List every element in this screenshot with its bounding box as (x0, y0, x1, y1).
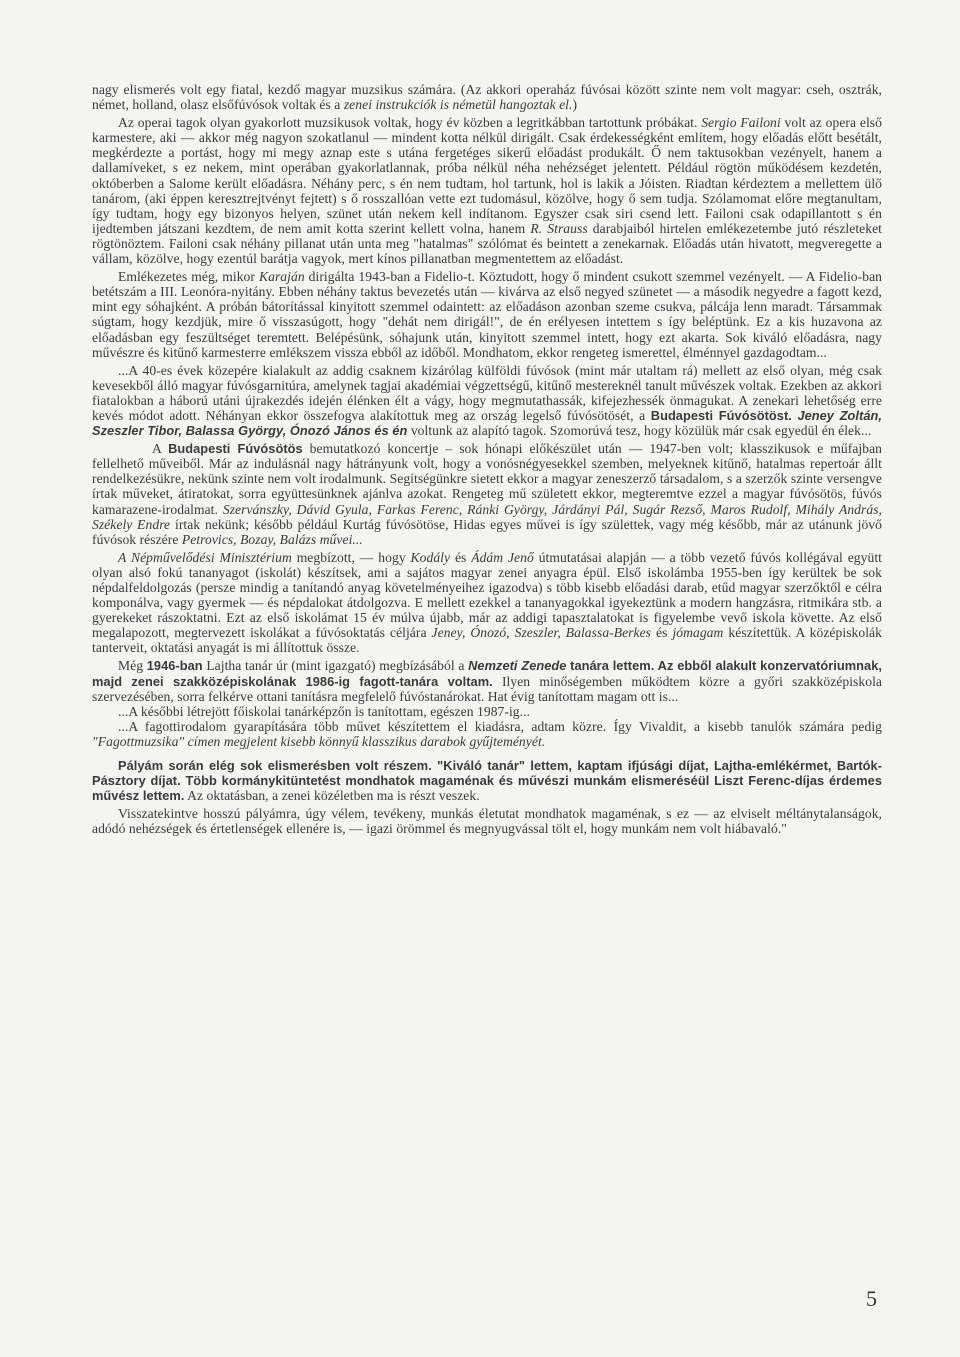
paragraph (92, 363, 882, 438)
text-run: ) (572, 97, 578, 113)
italic-text: "Fagottmuzsika" címen megjelent kisebb könnyű klasszikus darabok gyűjteményét. (92, 733, 546, 749)
text-run: ...A 40-es évek közepére kialakult az addig csaknem kizárólag külföldi fúvósok (mint már utaltam rá) mellett az első olyan, még csak kevesekből álló magyar fúvósgarnitúra, amelynek tagjai akadémiai végzettségű, kitűnő mestereknél tanult művészek voltak. Ezekben az akkori fiatalokban a háború utáni újrakezdés idején élénken élt a vágy, hogy megmutathassák, kifejezhessék önmagukat. A zenekari lehetőség erre kevés módot adott. Néhányan ekkor összefogva alakítottuk meg az ország legelső fúvósötösét, a (92, 362, 882, 423)
text-run: Még (118, 658, 147, 674)
italic-text: Karaján (259, 269, 305, 285)
paragraph (92, 269, 882, 360)
text-run: A (152, 441, 169, 457)
italic-text: R. Strauss (530, 220, 588, 236)
text-run: bemutatkozó koncertje – sok hónapi előkészület után — 1947-ben volt; klasszikusok e műfajban fellelhető műveiből. Már az indulásnál nagy hátrányunk volt, hogy a vonósnégyesekkel szemben, melyeknek kitűnő, hatalmas repertoár állt rendelkezésükre, nekünk szinte nem volt irodalmunk. Segítségünkre sietett ekkor a magyar zeneszerző társadalom, s a szerzők szinte versengve írtak műveket, átiratokat, sorra együttesünknek ajánlva azokat. Rengeteg mű született ekkor, megteremtve ezzel a magyar fúvósötös, fúvós kamarazene-irodalmat. (92, 441, 883, 517)
paragraph (92, 704, 882, 719)
text-run: Az operai tagok olyan gyakorlott muzsikusok voltak, hogy év közben a legritkábban tartottunk próbákat. (118, 115, 702, 131)
emphasized-text: Budapesti Fúvósötös (168, 441, 303, 457)
paragraph (92, 441, 882, 547)
emphasized-text: 1946-ban (146, 658, 203, 674)
text-run: Az oktatásban, a zenei közéletben ma is részt veszek. (184, 788, 480, 804)
paragraph (92, 719, 882, 749)
text-run: Ilyen minőségemben működtem közre a győri szakközépiskola szervezésében, sorra felkérve ottani tanításra megfelelő fúvóstanárokat. Hat évig tanítottam magam ott is... (92, 673, 883, 704)
text-run: darabjaiból hirtelen emlékezetembe jutó részleteket rögtönöztem. Failoni csak néhány pillanat után unta meg "hatalmas" szólómat és beintett a zenekarnak. Előadás után hivatott, megveregette a vállam, közölve, hogy ezentúl barátja vagyok, mert kínos pillanatban megmentettem az előadást. (92, 220, 882, 267)
italic-text: Petrovics, Bozay, Balázs művei... (181, 531, 363, 547)
italic-text: jómagam (672, 625, 724, 641)
emphasized-text: Budapesti Fúvósötöst. (650, 407, 792, 423)
italic-text: Kodály (410, 549, 451, 565)
text-run: Visszatekintve hosszú pályámra, úgy vélem, tevékeny, munkás életutat mondhatok magaménak, s ez — az elviselt méltánytalanságok, adódó nehézségek és értetlenségek ellenére is, — igazi örömmel és megnyugvással tölt el, hogy munkám nem volt hiábavaló." (92, 806, 882, 837)
italic-text: Ádám Jenő (471, 549, 534, 565)
text-run: voltunk az alapító tagok. Szomorúvá tesz, hogy közülük már csak egyedül én élek... (407, 423, 872, 439)
article-body (92, 82, 882, 837)
text-run: Emlékezetes még, mikor (118, 269, 259, 285)
text-run: nagy elismerés volt egy fiatal, kezdő magyar muzsikus számára. (Az akkori operaház fúvósai között szinte nem volt magyar: cseh, osztrák, német, holland, olasz elsőfúvósok voltak és a (92, 82, 882, 113)
text-run: és (450, 549, 472, 565)
italic-text: zenei instrukciók is németül hangoztak el. (343, 97, 573, 113)
paragraph (92, 550, 882, 656)
text-run: ...A későbbi létrejött főiskolai tanárképzőn is tanítottam, egészen 1987-ig... (118, 703, 530, 719)
text-run: írtak nekünk; később például Kurtág fúvósötöse, Hidas egyes művei is így születtek, vagy még később, már az utánunk jövő fúvósok részére (92, 516, 883, 547)
emphasized-text: Pályám során elég sok elismerésben volt részem. "Kiváló tanár" lettem, kaptam ifjúsági díjat, Lajtha-emlékérmet, Bartók-Pásztory díjat. Több kormánykitüntetést mondhatok magaménak és művészi munkám elismeréséül Liszt Ferenc-díjas érdemes művész lettem. (92, 758, 882, 804)
emphasized-text: tanára lettem. Az ebből alakult konzervatóriumnak, majd zenei szakközépiskolának 1986-ig fagott-tanára voltam. (92, 658, 882, 689)
paragraph (92, 82, 882, 112)
italic-text: Jeney, Ónozó, Szeszler, Balassa-Berkes (431, 625, 652, 641)
paragraph (92, 115, 882, 266)
text-run: megbízott, — hogy (291, 549, 411, 565)
italic-text: Szervánszky, Dávid Gyula, Farkas Ferenc, Ránki György, Járdányi Pál, Sugár Rezső, Maros Rudolf, Mihály András, Székely Endre (92, 501, 882, 532)
paragraph (92, 806, 882, 836)
emphasized-text: Nemzeti Zenede (468, 658, 567, 674)
text-run: volt az opera első karmestere, aki — akkor még nagyon szokatlanul — mindent kotta nélkül dirigált. Csak érdekességként említem, hogy előadás előtt besétált, megkérdezte a portást, hogy mi megy aznap este s utána fergetéges sikerű előadást produkált. Ő nem taktusokban vezényelt, hanem a dallamíveket, s ez nekem, mint operában gyakorlatlannak, próba nélkül néha nehézséget jelentett. Például rögtön működésem kezdetén, októberben a Salome került előadásra. Néhány perc, s én nem tudtam, hol tartunk, hol is lakik a Jóisten. Riadtan kérdeztem a mellettem ülő tanárom, (aki éppen keresztrejtvényt fejtett) s ő rosszallóan vette ezt tudomásul, közölve, hogy ő sem tudja. Szólamomat előre megtanultam, így tudtam, hogy egy bizonyos helyen, szünet után nekem kell indítanom. Egyszer csak siri csend lett. Failoni csak odapillantott s én ijedtemben játszani kezdtem, de nem amit kotta szerint kellett volna, hanem (92, 115, 882, 236)
page-number: 5 (866, 1286, 877, 1311)
text-run: készítettük. A középiskolák tanterveit, oktatási anyagát is mi állítottuk össze. (92, 625, 882, 656)
italic-text: A Népművelődési Minisztérium (118, 549, 292, 565)
text-run: dirigálta 1943-ban a Fidelio-t. Köztudott, hogy ő mindent csukott szemmel vezényelt. — A Fidelio-ban betétszám a III. Leonóra-nyitány. Ebben néhány taktus bevezetés után — kivárva az első negyed szünetet — a második negyedre a fagott kezd, mint egy sóhajként. A próbán bátorítással kinyitott szemmel odaintett: az előadáson azonban szeme csukva, pálcája lenn maradt. Társammak súgtam, hogy kezdjük, mire ő visszasúgott, hogy "dehát nem dirigál!", de én erélyesen intettem s így beléptünk. Ez a kis huzavona az előadásban egy feszültséget teremtett. Belépésünk, sóhajunk után, kinyitott szemmel intett, hogy ezt akarta. Sok kiváló előadásra, nagy művészre és kitűnő karmesterre emlékszem vissza ebből az időből. Mondhatom, ekkor rengeteg ismerettel, élménnyel gazdagodtam... (92, 269, 882, 360)
emphasized-text: Jeney Zoltán, Szeszler Tibor, Balassa György, Ónozó János és én (92, 407, 882, 439)
paragraph (92, 758, 882, 803)
text-run: ...A fagottirodalom gyarapítására több művet készítettem el kiadásra, adtam közre. Így Vivaldit, a kisebb tanulók számára pedig (118, 718, 882, 734)
italic-text: Sergio Failoni (701, 115, 781, 131)
text-run: és (651, 625, 673, 641)
paragraph (92, 658, 882, 703)
text-run: útmutatásai alapján — a több vezető fúvós kollégával együtt olyan alsó fokú tananyagot (iskolát) készítsek, ami a sajátos magyar zenei anyagra épül. Első iskolámba 1955-ben így kerültek be sok népdalfeldolgozás (persze mindig a tanítandó anyag követelményeihez igazodva) s több kisebb előadási darab, etűd magyar szerzőktől e célra komponálva, vagy gyermek — és népdalokat átdolgozva. E mellett ezekkel a tananyagokkal igyekeztünk a modern hangzásra, ritmikára stb. a gyerekeket rászoktatni. Ezt az első iskolámat 15 év múlva újabb, már az addigi tapasztalatokat is figyelembe vevő iskola követte. Az első megalapozott, megtervezett iskolákat a fúvósoktatás céljára (92, 549, 882, 641)
text-run: Lajtha tanár úr (mint igazgató) megbízásából a (202, 658, 469, 674)
